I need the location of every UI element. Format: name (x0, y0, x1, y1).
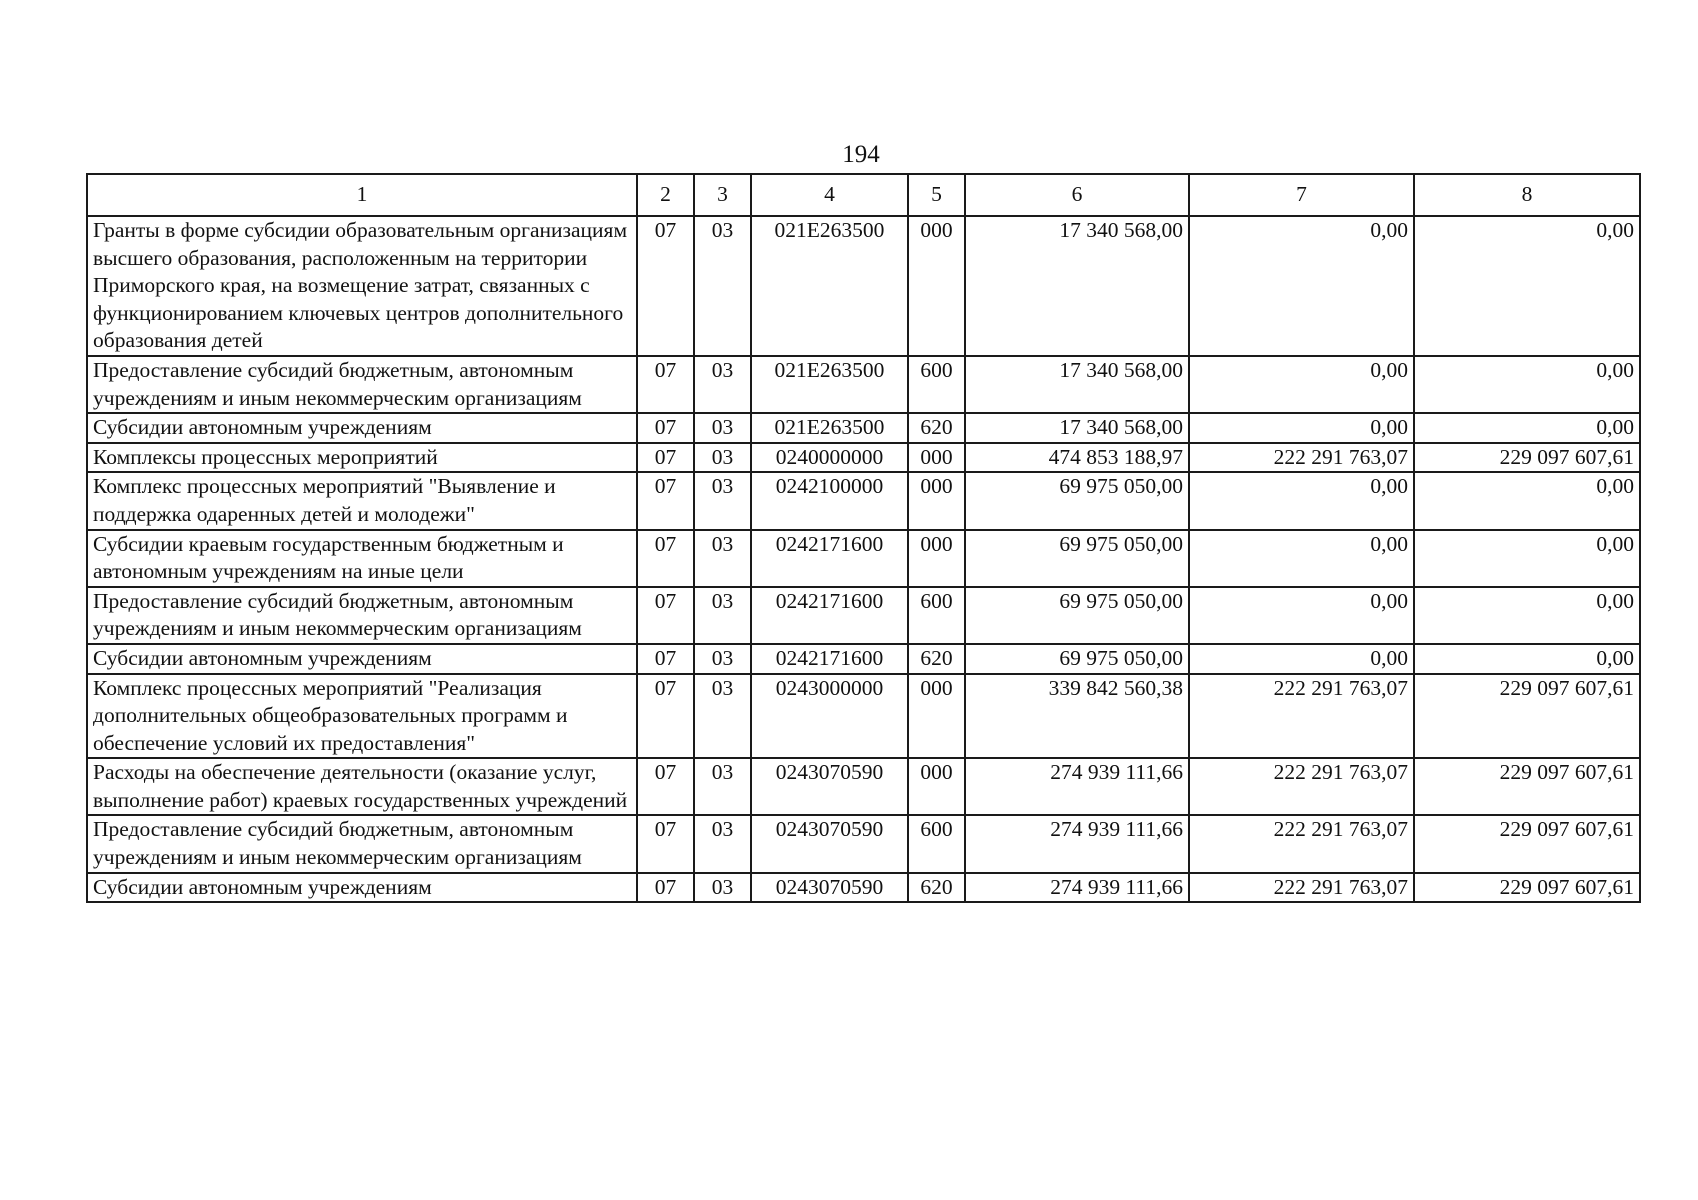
amount-col7-cell: 222 291 763,07 (1189, 815, 1414, 872)
column-header: 3 (694, 174, 751, 216)
amount-col6-cell: 274 939 111,66 (965, 873, 1189, 903)
target-article-code-cell: 021E263500 (751, 413, 908, 443)
expense-type-code-cell: 000 (908, 530, 965, 587)
section-code-cell: 07 (637, 216, 694, 356)
subsection-code-cell: 03 (694, 644, 751, 674)
section-code-cell: 07 (637, 674, 694, 759)
amount-col8-cell: 0,00 (1414, 530, 1640, 587)
amount-col7-cell: 222 291 763,07 (1189, 674, 1414, 759)
subsection-code-cell: 03 (694, 873, 751, 903)
subsection-code-cell: 03 (694, 815, 751, 872)
target-article-code-cell: 0242171600 (751, 530, 908, 587)
expense-type-code-cell: 000 (908, 758, 965, 815)
target-article-code-cell: 021E263500 (751, 356, 908, 413)
amount-col8-cell: 229 097 607,61 (1414, 873, 1640, 903)
subsection-code-cell: 03 (694, 356, 751, 413)
table-row (87, 644, 1640, 674)
section-code-cell: 07 (637, 758, 694, 815)
expense-type-code-cell: 000 (908, 472, 965, 529)
column-header: 1 (87, 174, 637, 216)
subsection-code-cell: 03 (694, 758, 751, 815)
expense-type-code-cell: 620 (908, 644, 965, 674)
section-code-cell: 07 (637, 472, 694, 529)
table-row (87, 443, 1640, 473)
row-name-cell: Предоставление субсидий бюджетным, автономным учреждениям и иным некоммерческим организациям (87, 815, 637, 872)
target-article-code-cell: 0243070590 (751, 758, 908, 815)
section-code-cell: 07 (637, 587, 694, 644)
amount-col8-cell: 0,00 (1414, 472, 1640, 529)
subsection-code-cell: 03 (694, 674, 751, 759)
table-row (87, 413, 1640, 443)
column-header: 8 (1414, 174, 1640, 216)
table-row (87, 758, 1640, 815)
expense-type-code-cell: 600 (908, 356, 965, 413)
section-code-cell: 07 (637, 644, 694, 674)
amount-col8-cell: 0,00 (1414, 356, 1640, 413)
page-number: 194 (842, 141, 880, 168)
amount-col7-cell: 0,00 (1189, 587, 1414, 644)
amount-col6-cell: 339 842 560,38 (965, 674, 1189, 759)
amount-col7-cell: 0,00 (1189, 472, 1414, 529)
table-row (87, 530, 1640, 587)
table-row (87, 587, 1640, 644)
amount-col8-cell: 229 097 607,61 (1414, 674, 1640, 759)
target-article-code-cell: 0243070590 (751, 873, 908, 903)
subsection-code-cell: 03 (694, 472, 751, 529)
target-article-code-cell: 0242171600 (751, 587, 908, 644)
target-article-code-cell: 0243070590 (751, 815, 908, 872)
column-header-row (87, 174, 1640, 216)
amount-col6-cell: 474 853 188,97 (965, 443, 1189, 473)
amount-col7-cell: 0,00 (1189, 644, 1414, 674)
amount-col8-cell: 0,00 (1414, 216, 1640, 356)
target-article-code-cell: 0242171600 (751, 644, 908, 674)
amount-col8-cell: 0,00 (1414, 644, 1640, 674)
expense-type-code-cell: 600 (908, 587, 965, 644)
amount-col7-cell: 0,00 (1189, 413, 1414, 443)
table-row (87, 472, 1640, 529)
row-name-cell: Субсидии автономным учреждениям (87, 413, 637, 443)
section-code-cell: 07 (637, 530, 694, 587)
target-article-code-cell: 0243000000 (751, 674, 908, 759)
row-name-cell: Субсидии автономным учреждениям (87, 644, 637, 674)
amount-col6-cell: 274 939 111,66 (965, 758, 1189, 815)
amount-col7-cell: 222 291 763,07 (1189, 873, 1414, 903)
section-code-cell: 07 (637, 413, 694, 443)
target-article-code-cell: 0240000000 (751, 443, 908, 473)
table-row (87, 216, 1640, 356)
target-article-code-cell: 0242100000 (751, 472, 908, 529)
column-header: 5 (908, 174, 965, 216)
amount-col7-cell: 0,00 (1189, 216, 1414, 356)
row-name-cell: Комплекс процессных мероприятий "Выявление и поддержка одаренных детей и молодежи" (87, 472, 637, 529)
amount-col7-cell: 222 291 763,07 (1189, 443, 1414, 473)
amount-col8-cell: 229 097 607,61 (1414, 443, 1640, 473)
table-row (87, 674, 1640, 759)
amount-col6-cell: 17 340 568,00 (965, 413, 1189, 443)
row-name-cell: Комплекс процессных мероприятий "Реализация дополнительных общеобразовательных программ и обеспечение условий их предоставления" (87, 674, 637, 759)
row-name-cell: Субсидии автономным учреждениям (87, 873, 637, 903)
section-code-cell: 07 (637, 356, 694, 413)
amount-col8-cell: 229 097 607,61 (1414, 758, 1640, 815)
amount-col7-cell: 0,00 (1189, 356, 1414, 413)
expense-type-code-cell: 620 (908, 413, 965, 443)
expense-type-code-cell: 600 (908, 815, 965, 872)
amount-col8-cell: 229 097 607,61 (1414, 815, 1640, 872)
subsection-code-cell: 03 (694, 443, 751, 473)
row-name-cell: Предоставление субсидий бюджетным, автономным учреждениям и иным некоммерческим организациям (87, 356, 637, 413)
expense-type-code-cell: 000 (908, 216, 965, 356)
amount-col6-cell: 17 340 568,00 (965, 216, 1189, 356)
amount-col8-cell: 0,00 (1414, 413, 1640, 443)
amount-col6-cell: 69 975 050,00 (965, 644, 1189, 674)
table-row (87, 356, 1640, 413)
subsection-code-cell: 03 (694, 216, 751, 356)
subsection-code-cell: 03 (694, 530, 751, 587)
expense-type-code-cell: 000 (908, 443, 965, 473)
section-code-cell: 07 (637, 815, 694, 872)
amount-col7-cell: 0,00 (1189, 530, 1414, 587)
column-header: 7 (1189, 174, 1414, 216)
target-article-code-cell: 021E263500 (751, 216, 908, 356)
section-code-cell: 07 (637, 443, 694, 473)
amount-col6-cell: 69 975 050,00 (965, 587, 1189, 644)
row-name-cell: Комплексы процессных мероприятий (87, 443, 637, 473)
row-name-cell: Предоставление субсидий бюджетным, автономным учреждениям и иным некоммерческим организациям (87, 587, 637, 644)
amount-col6-cell: 69 975 050,00 (965, 530, 1189, 587)
table-row (87, 815, 1640, 872)
amount-col6-cell: 69 975 050,00 (965, 472, 1189, 529)
table-row (87, 873, 1640, 903)
subsection-code-cell: 03 (694, 413, 751, 443)
amount-col8-cell: 0,00 (1414, 587, 1640, 644)
row-name-cell: Субсидии краевым государственным бюджетным и автономным учреждениям на иные цели (87, 530, 637, 587)
row-name-cell: Гранты в форме субсидии образовательным организациям высшего образования, расположенным на территории Приморского края, на возмещение затрат, связанных с функционированием ключевых центров дополнительного образования детей (87, 216, 637, 356)
subsection-code-cell: 03 (694, 587, 751, 644)
amount-col6-cell: 274 939 111,66 (965, 815, 1189, 872)
column-header: 2 (637, 174, 694, 216)
row-name-cell: Расходы на обеспечение деятельности (оказание услуг, выполнение работ) краевых государственных учреждений (87, 758, 637, 815)
amount-col7-cell: 222 291 763,07 (1189, 758, 1414, 815)
expense-type-code-cell: 000 (908, 674, 965, 759)
column-header: 6 (965, 174, 1189, 216)
amount-col6-cell: 17 340 568,00 (965, 356, 1189, 413)
expense-type-code-cell: 620 (908, 873, 965, 903)
budget-table (86, 173, 1641, 903)
column-header: 4 (751, 174, 908, 216)
section-code-cell: 07 (637, 873, 694, 903)
